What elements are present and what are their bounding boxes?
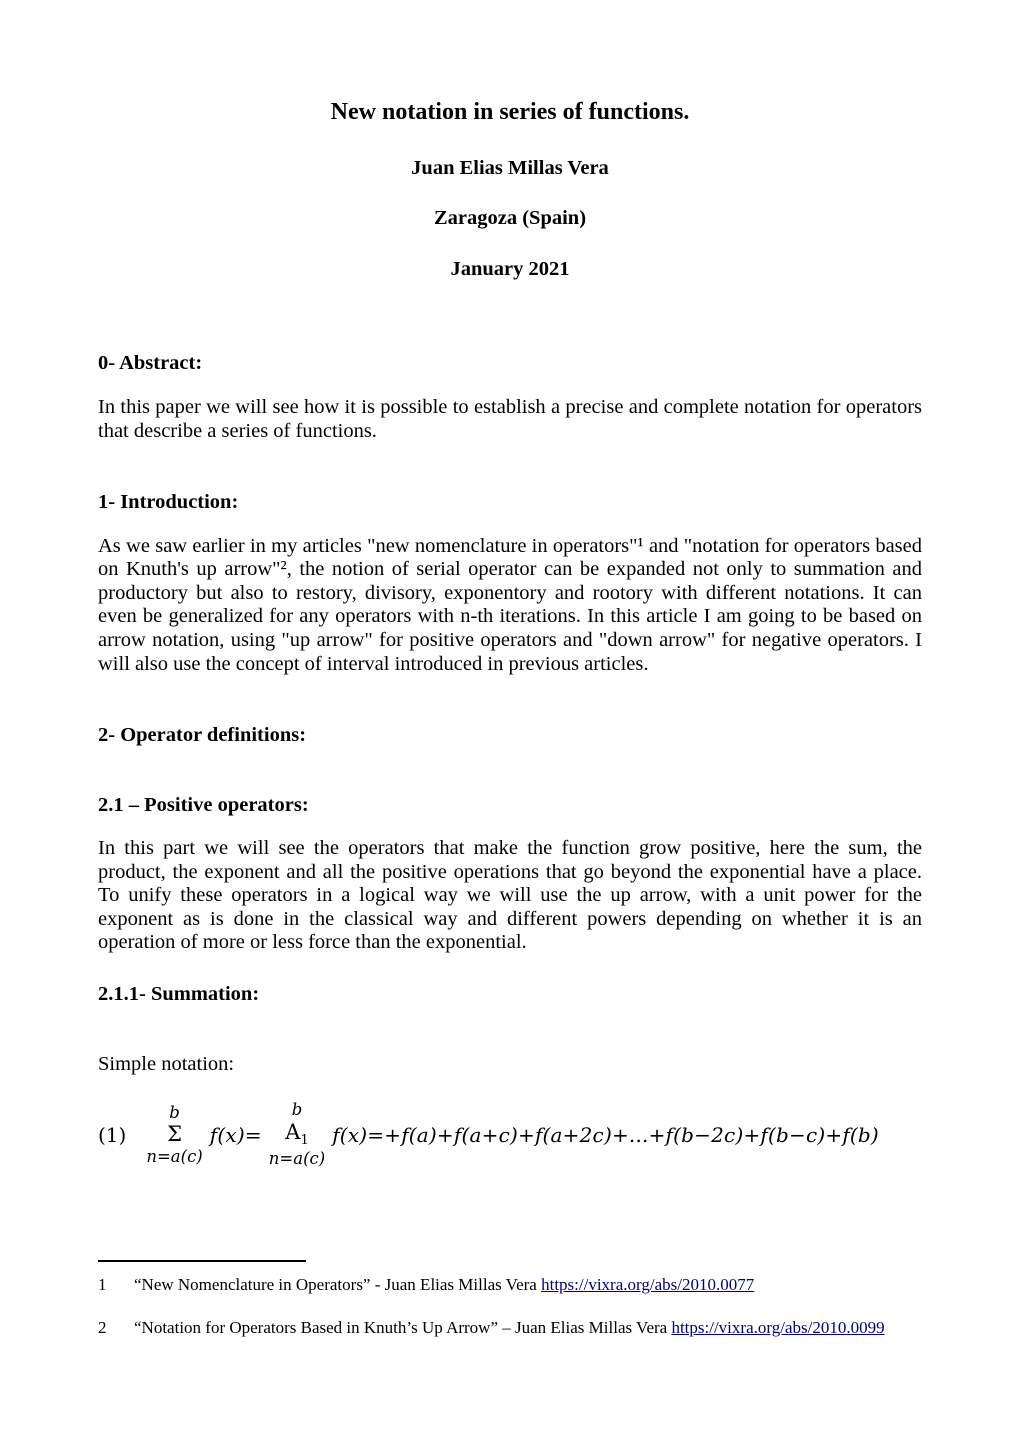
- footnote-2-number: 2: [98, 1317, 107, 1337]
- sigma-symbol: Σ: [167, 1122, 182, 1147]
- introduction-heading: 1- Introduction:: [98, 491, 239, 514]
- positive-operators-paragraph: In this part we will see the operators that make the function grow positive, here the sum, the product, the exponent and all the positive operations that go beyond the exponential have a place. To unify these operators in a logical way we will use the up arrow, with a unit power for the exponent as is done in the classical way and different powers depending on whether it is an operation of more or less force than the exponential.: [98, 837, 922, 954]
- arrow-upper-limit: b: [291, 1100, 303, 1120]
- page-title: New notation in series of functions.: [330, 99, 690, 125]
- author-name: Juan Elias Millas Vera: [411, 156, 609, 179]
- footnote-1-link[interactable]: https://vixra.org/abs/2010.0077: [541, 1275, 755, 1295]
- equation-rhs: f(x)=+f(a)+f(a+c)+f(a+2c)+...+f(b−2c)+f(b−c)+f(b): [332, 1122, 879, 1147]
- footnote-1-text: [134, 1275, 922, 1295]
- publication-date: January 2021: [450, 257, 570, 280]
- introduction-paragraph: As we saw earlier in my articles "new nomenclature in operators"¹ and "notation for operators based on Knuth's up arrow"², the notion of serial operator can be expanded not only to summation and productory but also to restory, divisory, exponentory and rootory with different notations. It can even be generalized for any operators with n-th iterations. In this article I am going to be based on arrow notation, using "up arrow" for positive operators and "down arrow" for negative operators. I will also use the concept of interval introduced in previous articles.: [98, 534, 922, 675]
- operator-definitions-heading: 2- Operator definitions:: [98, 724, 307, 747]
- footnote-separator: [98, 1260, 306, 1262]
- footnote-1: [98, 1275, 922, 1295]
- abstract-paragraph: In this paper we will see how it is possible to establish a precise and complete notation for operators that describe a series of functions.: [98, 396, 922, 442]
- summation-operator: [146, 1103, 202, 1167]
- equation-lhs: f(x)=: [209, 1122, 262, 1147]
- simple-notation-label: Simple notation:: [98, 1052, 235, 1075]
- footnote-2-citation: “Notation for Operators Based in Knuth’s Up Arrow” – Juan Elias Millas Vera: [134, 1317, 672, 1337]
- footnote-1-citation: “New Nomenclature in Operators” - Juan Elias Millas Vera: [134, 1275, 542, 1295]
- arrow-operator-subscript: 1: [300, 1133, 309, 1149]
- footnote-2-text: [134, 1318, 922, 1338]
- arrow-operator-letter: A: [285, 1119, 301, 1144]
- summation-upper-limit: b: [169, 1102, 180, 1122]
- equation-1: [98, 1100, 922, 1169]
- summation-heading: 2.1.1- Summation:: [98, 983, 260, 1006]
- footnotes-area: [98, 1260, 922, 1338]
- footnote-2-link[interactable]: https://vixra.org/abs/2010.0099: [671, 1317, 885, 1337]
- author-location: Zaragoza (Spain): [433, 207, 587, 230]
- equation-number: (1): [98, 1122, 127, 1147]
- arrow-operator: [269, 1100, 325, 1169]
- summation-lower-limit: n=a(c): [146, 1146, 203, 1166]
- arrow-operator-symbol: [285, 1120, 308, 1149]
- abstract-heading: 0- Abstract:: [98, 352, 203, 375]
- footnote-2: [98, 1318, 922, 1338]
- arrow-lower-limit: n=a(c): [268, 1149, 326, 1169]
- positive-operators-heading: 2.1 – Positive operators:: [98, 793, 309, 816]
- footnote-1-number: 1: [98, 1275, 107, 1295]
